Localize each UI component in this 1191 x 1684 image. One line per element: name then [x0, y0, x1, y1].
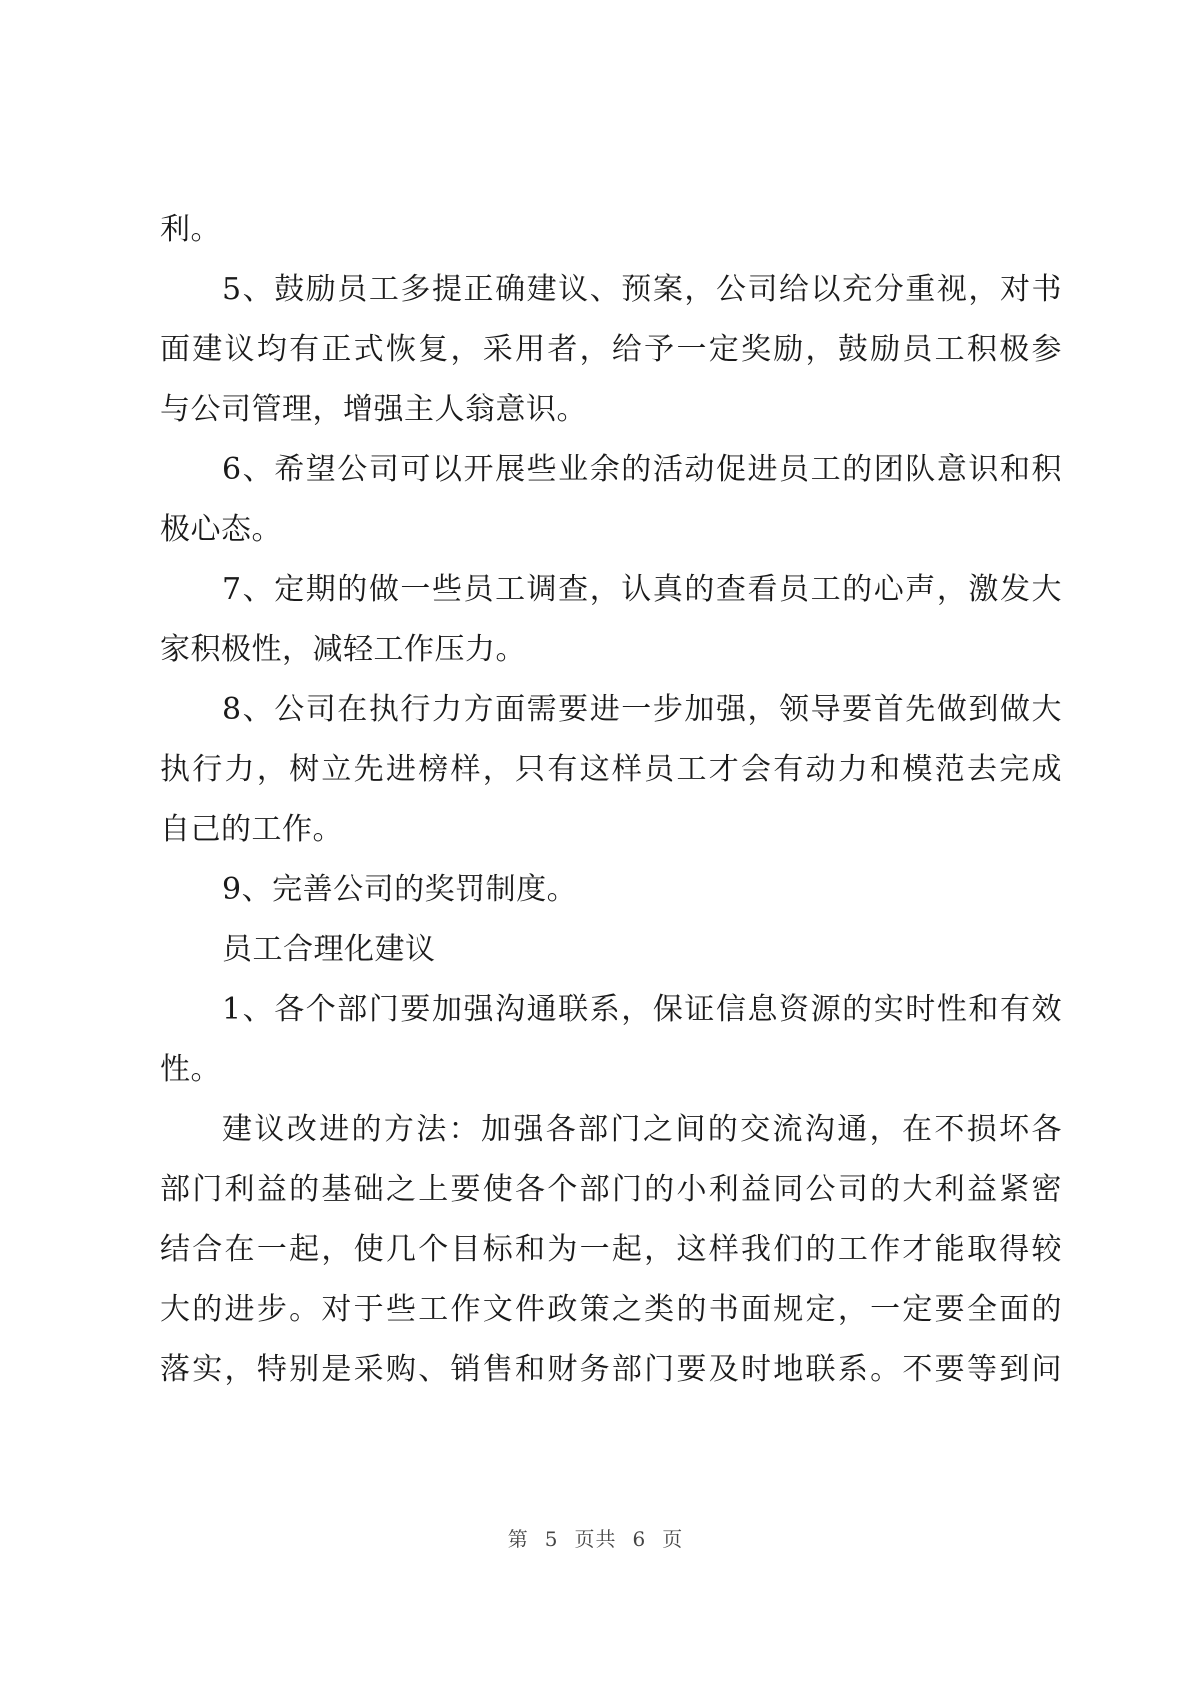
page-footer [0, 1523, 1191, 1552]
section-heading: 员工合理化建议 [222, 932, 436, 967]
text-line: 极心态。 [160, 512, 282, 547]
text-line: 建议改进的方法：加强各部门之间的交流沟通，在不损坏各 [222, 1112, 1062, 1147]
text-line: 9、完善公司的奖罚制度。 [222, 872, 578, 907]
text-line: 性。 [160, 1052, 221, 1087]
text-line: 1、各个部门要加强沟通联系，保证信息资源的实时性和有效 [222, 992, 1062, 1027]
footer-suffix: 页 [662, 1527, 684, 1551]
current-page-number: 5 [544, 1527, 559, 1551]
total-page-count: 6 [632, 1527, 647, 1551]
text-line: 8、公司在执行力方面需要进一步加强，领导要首先做到做大 [222, 692, 1062, 727]
text-line: 大的进步。对于些工作文件政策之类的书面规定，一定要全面的 [160, 1292, 1062, 1327]
text-line: 自己的工作。 [160, 812, 343, 847]
text-line: 部门利益的基础之上要使各个部门的小利益同公司的大利益紧密 [160, 1172, 1062, 1207]
text-line: 家积极性，减轻工作压力。 [160, 632, 526, 667]
text-line: 利。 [160, 212, 221, 247]
text-line: 6、希望公司可以开展些业余的活动促进员工的团队意识和积 [222, 452, 1062, 487]
text-line: 与公司管理，增强主人翁意识。 [160, 392, 587, 427]
text-line: 面建议均有正式恢复，采用者，给予一定奖励，鼓励员工积极参 [160, 332, 1062, 367]
text-line: 5、鼓励员工多提正确建议、预案，公司给以充分重视，对书 [222, 272, 1062, 307]
text-line: 7、定期的做一些员工调查，认真的查看员工的心声，激发大 [222, 572, 1062, 607]
text-line: 执行力，树立先进榜样，只有这样员工才会有动力和模范去完成 [160, 752, 1062, 787]
footer-middle: 页共 [574, 1527, 617, 1551]
text-line: 落实，特别是采购、销售和财务部门要及时地联系。不要等到问 [160, 1352, 1062, 1387]
document-body [160, 200, 1062, 1400]
footer-prefix: 第 [507, 1527, 529, 1551]
text-line: 结合在一起，使几个目标和为一起，这样我们的工作才能取得较 [160, 1232, 1062, 1267]
